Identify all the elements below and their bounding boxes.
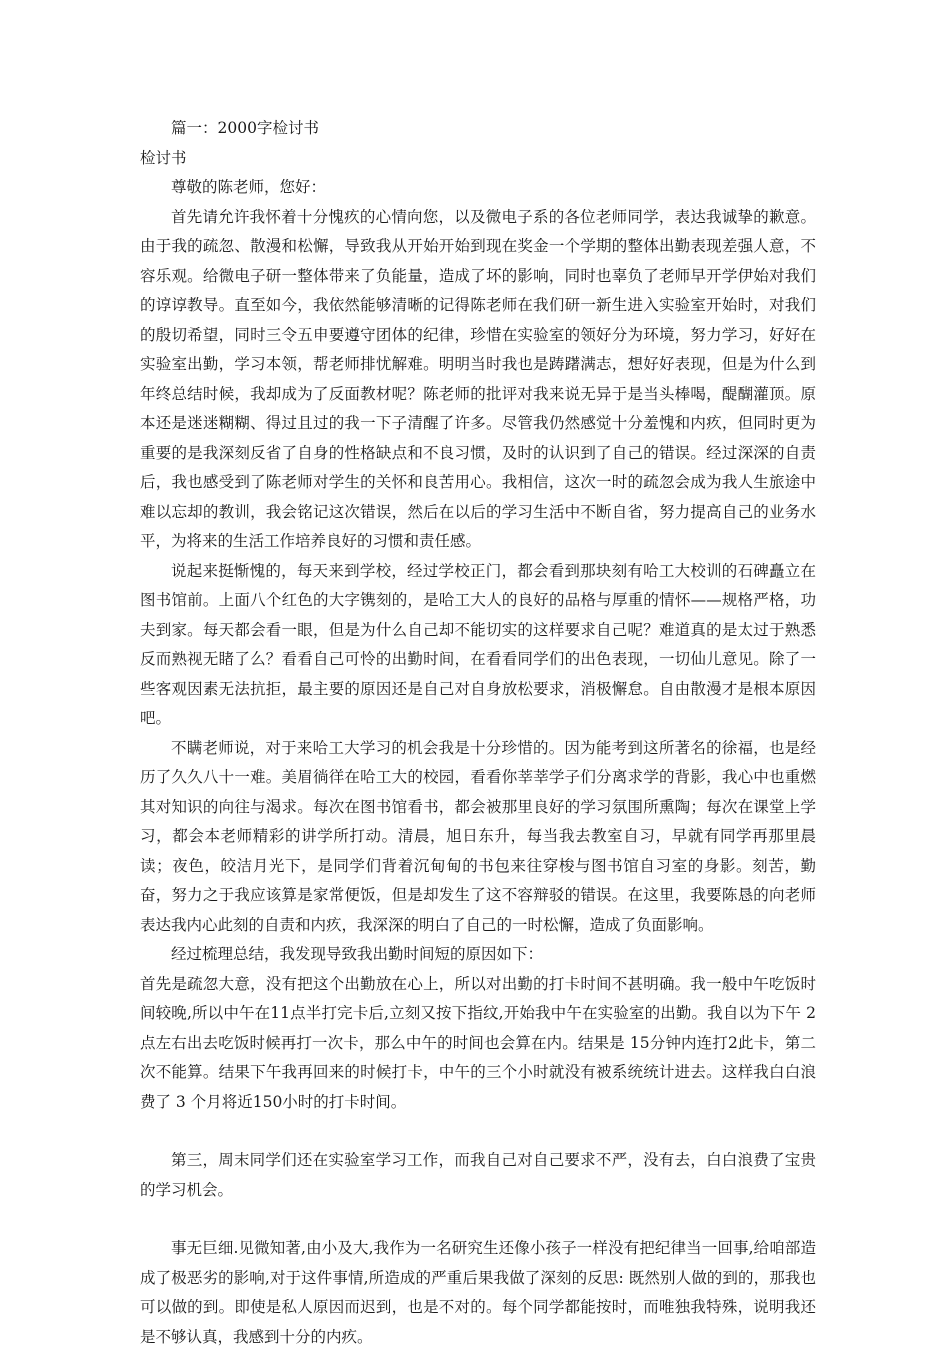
paragraph-reason-third: 第三，周末同学们还在实验室学习工作，而我自己对自己要求不严，没有去，白白浪费了宝贵的学习机会。 (140, 1151, 816, 1199)
document-title: 检讨书 (140, 148, 187, 167)
salutation: 尊敬的陈老师，您好： (171, 178, 327, 196)
paragraph-reason-first: 首先是疏忽大意，没有把这个出勤放在心上，所以对出勤的打卡时间不甚明确。我一般中午吃饭时间较晚,所以中午在11点半打完卡后,立刻又按下指纹,开始我中午在实验室的出勤。我自以为下午 2 点左右出去吃饭时候再打一次卡，那么中午的时间也会算在内。结果是 15分钟内连打2此卡，第二次不能算。结果下午我再回来的时候打卡，中午的三个小时就没有被系统统计进去。这样我白白浪费了 3 个月将近150小时的打卡时间。 (140, 974, 816, 1111)
paragraph-reflection: 事无巨细.见微知著,由小及大,我作为一名研究生还像小孩子一样没有把纪律当一回事,给咱部造成了极恶劣的影响,对于这件事情,所造成的严重后果我做了深刻的反思: 既然别人做的到的，那我也可以做的到。即使是私人原因而迟到，也是不对的。每个同学都能按时，而唯独我特殊，说明我还是不够认真，我感到十分的内疚。 (140, 1239, 816, 1346)
paragraph-apology: 首先请允许我怀着十分愧疚的心情向您，以及微电子系的各位老师同学，表达我诚挚的歉意。由于我的疏忽、散漫和松懈，导致我从开始开始到现在奖金一个学期的整体出勤表现差强人意，不容乐观。给微电子研一整体带来了负能量，造成了坏的影响，同时也辜负了老师早开学伊始对我们的谆谆教导。直至如今，我依然能够清晰的记得陈老师在我们研一新生进入实验室开始时，对我们的殷切希望，同时三令五申要遵守团体的纪律，珍惜在实验室的领好分为环境，努力学习，好好在实验室出勤，学习本领，帮老师排忧解难。明明当时我也是踌躇满志，想好好表现，但是为什么到年终总结时候，我却成为了反面教材呢？陈老师的批评对我来说无异于是当头棒喝，醍醐灌顶。原本还是迷迷糊糊、得过且过的我一下子清醒了许多。尽管我仍然感觉十分羞愧和内疚，但同时更为重要的是我深刻反省了自身的性格缺点和不良习惯，及时的认识到了自己的错误。经过深深的自责后，我也感受到了陈老师对学生的关怀和良苦用心。我相信，这次一时的疏忽会成为我人生旅途中难以忘却的教训，我会铭记这次错误，然后在以后的学习生活中不断自省，努力提高自己的业务水平，为将来的生活工作培养良好的习惯和责任感。 (140, 207, 816, 550)
document-heading: 篇一：2000字检讨书 (171, 119, 319, 137)
document-body (140, 114, 816, 1352)
paragraph-cherish-opportunity: 不瞒老师说，对于来哈工大学习的机会我是十分珍惜的。因为能考到这所著名的徐福，也是经历了久久八十一难。美眉徜徉在哈工大的校园，看看你莘莘学子们分离求学的背影，我心中也重燃其对知识的向往与渴求。每次在图书馆看书，都会被那里良好的学习氛围所熏陶；每次在课堂上学习，都会本老师精彩的讲学所打动。清晨，旭日东升，每当我去教室自习，早就有同学再那里晨读；夜色，皎洁月光下，是同学们背着沉甸甸的书包来往穿梭与图书馆自习室的身影。刻苦，勤奋，努力之于我应该算是家常便饭，但是却发生了这不容辩驳的错误。在这里，我要陈恳的向老师表达我内心此刻的自责和内疚，我深深的明白了自己的一时松懈，造成了负面影响。 (140, 738, 816, 934)
paragraph-reasons-intro: 经过梳理总结，我发现导致我出勤时间短的原因如下： (171, 945, 544, 963)
paragraph-school-motto: 说起来挺惭愧的，每天来到学校，经过学校正门，都会看到那块刻有哈工大校训的石碑矗立在图书馆前。上面八个红色的大字镌刻的，是哈工大人的良好的品格与厚重的情怀——规格严格，功夫到家。每天都会看一眼，但是为什么自己却不能切实的这样要求自己呢？难道真的是太过于熟悉反而熟视无睹了么？看看自己可怜的出勤时间，在看看同学们的出色表现，一切仙儿意见。除了一些客观因素无法抗拒，最主要的原因还是自己对自身放松要求，消极懈怠。自由散漫才是根本原因吧。 (140, 561, 816, 727)
